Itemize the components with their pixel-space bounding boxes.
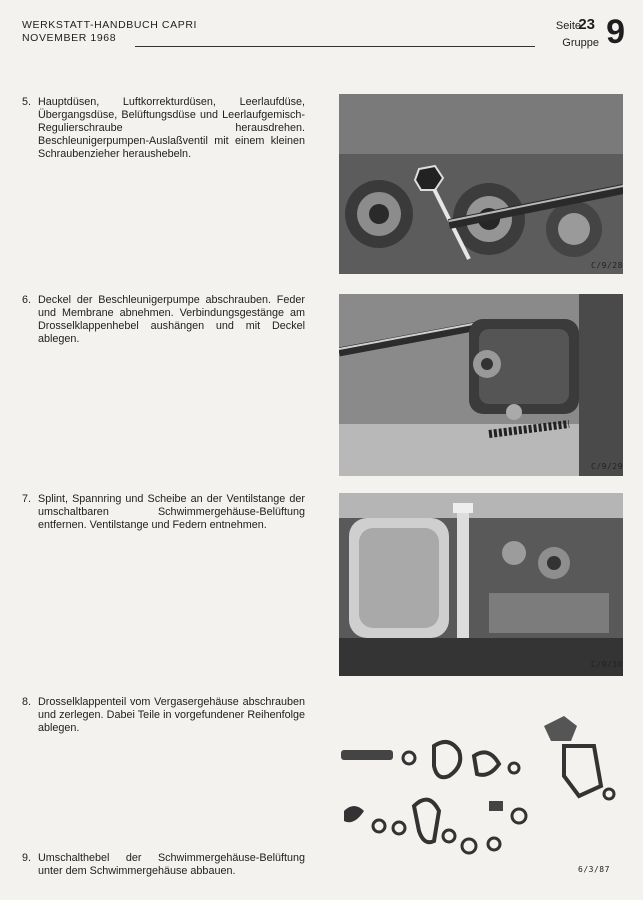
step-text: Deckel der Beschleunigerpumpe abschrauben. Feder und Membrane abnehmen. Verbindungsgestänge am Drosselklappenhebel aushängen und mit Deckel ablegen. [38,294,305,345]
figure-ref: C/9/29 [591,462,623,471]
header-rule [135,46,535,47]
step-text: Umschalthebel der Schwimmergehäuse-Belüftung unter dem Schwimmergehäuse abbauen. [38,852,305,877]
valve-stem-image [339,493,623,676]
carburetor-jets-image [339,94,623,274]
photo-accelerator-pump [339,294,623,476]
group-label: Gruppe [562,37,599,49]
photo-carburetor-jets [339,94,623,274]
step-text: Hauptdüsen, Luftkorrekturdüsen, Leerlaufdüse, Übergangsdüse, Belüftungsdüse und Leerlaufgemisch-Regulierschraube herausdrehen. Beschleunigerpumpen-Auslaßventil mit einem kleinen Schraubenzieher heraushebeln. [38,96,305,160]
step-text: Drosselklappenteil vom Vergasergehäuse abschrauben und zerlegen. Dabei Teile in vorgefundener Reihenfolge ablegen. [38,696,305,734]
page-group-box [519,10,629,50]
step-8 [22,696,305,735]
step-9 [22,852,305,878]
figure-ref: 6/3/87 [578,865,610,874]
photo-throttle-parts [339,706,623,866]
group-number: 9 [606,13,625,51]
step-6 [22,294,305,346]
accelerator-pump-image [339,294,623,476]
page-number: 23 [578,16,595,33]
photo-valve-stem [339,493,623,676]
figure-ref: C/9/30 [591,660,623,669]
manual-date: NOVEMBER 1968 [22,32,117,44]
step-number: 9. [22,852,32,864]
page-header [22,19,197,45]
step-number: 5. [22,96,32,108]
throttle-parts-image [339,706,623,866]
step-text: Splint, Spannring und Scheibe an der Ventilstange der umschaltbaren Schwimmergehäuse-Belüftung entfernen. Ventilstange und Federn entnehmen. [38,493,305,531]
step-number: 7. [22,493,32,505]
page-label: Seite [555,20,581,32]
manual-title: WERKSTATT-HANDBUCH CAPRI [22,19,198,31]
step-number: 6. [22,294,32,306]
step-7 [22,493,305,532]
step-number: 8. [22,696,32,708]
step-5 [22,96,305,161]
figure-ref: C/9/28 [591,261,623,270]
